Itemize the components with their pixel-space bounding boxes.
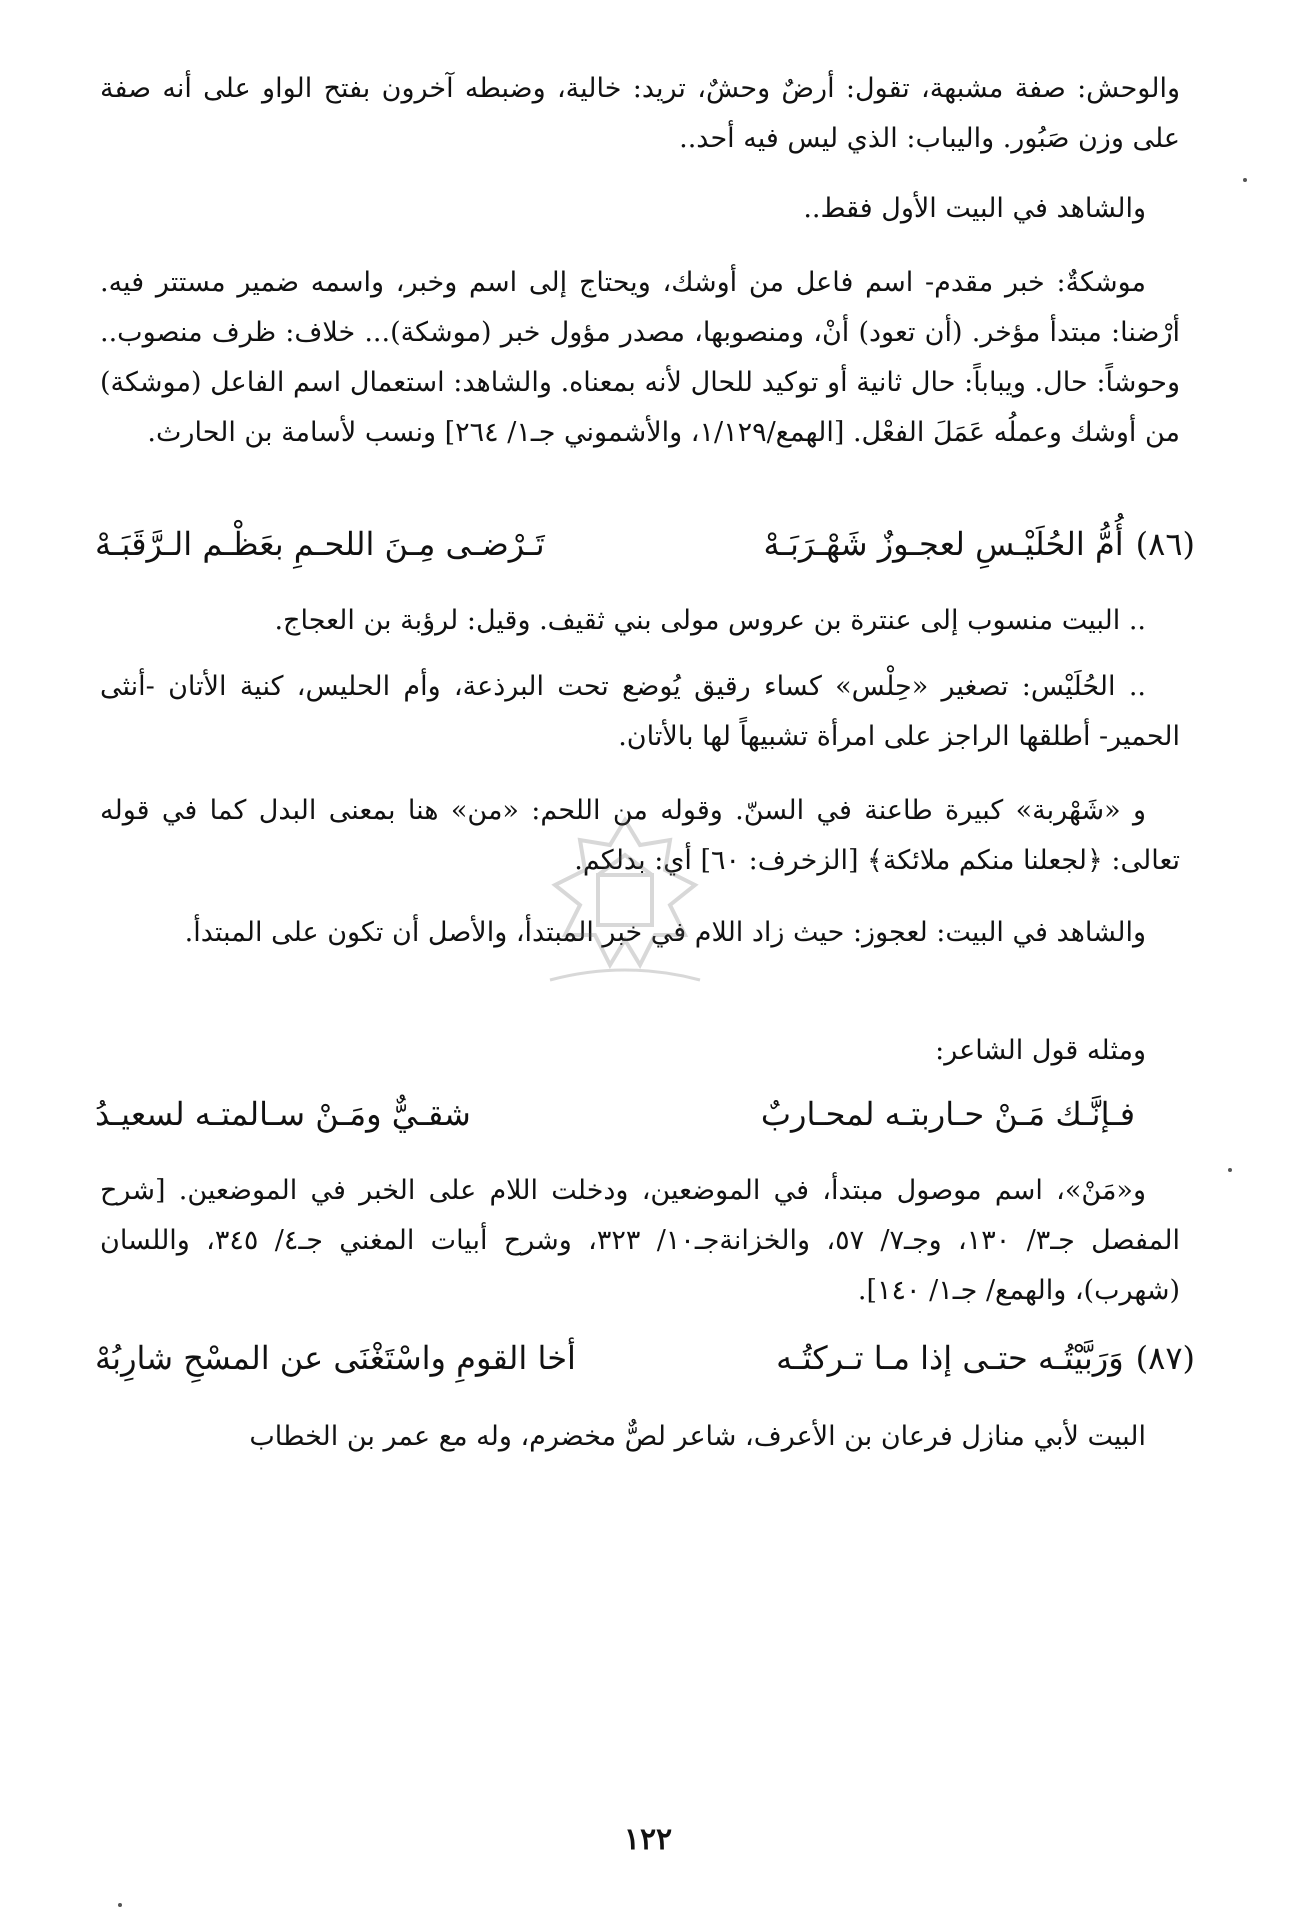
verse-87 bbox=[95, 1334, 1195, 1382]
paragraph-verse-attribution: .. البيت منسوب إلى عنترة بن عروس مولى بني ثقيف. وقيل: لرؤبة بن العجاج. bbox=[274, 605, 1146, 636]
verse-first-hemistich: فـإنَّـك مَـنْ حـاربتـه لمحـاربٌ bbox=[760, 1095, 1135, 1133]
margin-speck bbox=[118, 1903, 122, 1907]
margin-speck bbox=[1243, 178, 1247, 182]
paragraph-poet-example-intro: ومثله قول الشاعر: bbox=[935, 1035, 1146, 1066]
paragraph-verse-87-attribution: البيت لأبي منازل فرعان بن الأعرف، شاعر لصٌّ مخضرم، وله مع عمر بن الخطاب bbox=[249, 1421, 1146, 1452]
verse-first-hemistich: أُمُّ الحُلَيْـسِ لعجـوزٌ شَهْـرَبَـهْ bbox=[763, 525, 1124, 563]
verse-example bbox=[95, 1090, 1195, 1138]
paragraph-wahsh-definition: والوحش: صفة مشبهة، تقول: أرضٌ وحشٌ، تريد: خالية، وضبطه آخرون بفتح الواو على أنه صفة على وزن صَبُور. واليباب: الذي ليس فيه أحد.. bbox=[100, 73, 1180, 154]
paragraph-evidence-first-verse: والشاهد في البيت الأول فقط.. bbox=[803, 193, 1146, 224]
verse-second-hemistich: تَـرْضـى مِـنَ اللحـمِ بعَظْـم الـرَّقَبَـهْ bbox=[95, 525, 545, 563]
paragraph-hulays-definition: .. الحُلَيْس: تصغير «حِلْس» كساء رقيق يُوضع تحت البرذعة، وأم الحليس، كنية الأتان -أنثى الحمير- أطلقها الراجز على امرأة تشبيهاً لها بالأتان. bbox=[100, 671, 1180, 752]
paragraph-man-parsing-references: و«مَنْ»، اسم موصول مبتدأ، في الموضعين، ودخلت اللام على الخبر في الموضعين. [شرح المفصل جـ٣/ ١٣٠، وجـ٧/ ٥٧، والخزانةجـ١٠/ ٣٢٣، وشرح أبيات المغني جـ٤/ ٣٤٥، واللسان (شهرب)، والهمع/ جـ١/ ١٤٠]. bbox=[100, 1175, 1180, 1306]
paragraph-shahraba-definition: و «شَهْربة» كبيرة طاعنة في السنّ. وقوله من اللحم: «من» هنا بمعنى البدل كما في قوله تعالى: ﴿لجعلنا منكم ملائكة﴾ [الزخرف: ٦٠] أي: بدلكم. bbox=[100, 795, 1180, 876]
verse-number: (٨٧) bbox=[1135, 1339, 1195, 1377]
verse-first-hemistich: وَرَبَّيْتُـه حتـى إذا مـا تـركتُـه bbox=[776, 1339, 1124, 1377]
paragraph-mushika-parsing: موشكةٌ: خبر مقدم- اسم فاعل من أوشك، ويحتاج إلى اسم وخبر، واسمه ضمير مستتر فيه. أرْضنا: مبتدأ مؤخر. (أن تعود) أنْ، ومنصوبها، مصدر مؤول خبر (موشكة)... خلاف: ظرف منصوب.. وحوشاً: حال. ويباباً: حال ثانية أو توكيد للحال لأنه بمعناه. والشاهد: استعمال اسم الفاعل (موشكة) من أوشك وعملُه عَمَلَ الفعْل. [الهمع/١/١٢٩، والأشموني جـ١/ ٢٦٤] ونسب لأسامة بن الحارث. bbox=[100, 267, 1180, 448]
library-seal-watermark bbox=[520, 810, 730, 1000]
margin-speck bbox=[1228, 1168, 1232, 1172]
page-number: ١٢٢ bbox=[623, 1822, 673, 1857]
verse-second-hemistich: شقـيٌّ ومَـنْ سـالمتـه لسعيـدُ bbox=[95, 1095, 471, 1133]
verse-second-hemistich: أخا القومِ واسْتَغْنَى عن المسْحِ شارِبُهْ bbox=[95, 1339, 576, 1377]
paragraph-evidence-laam: والشاهد في البيت: لعجوز: حيث زاد اللام في خبر المبتدأ، والأصل أن تكون على المبتدأ. bbox=[184, 917, 1146, 948]
verse-86 bbox=[95, 520, 1195, 568]
verse-number: (٨٦) bbox=[1135, 525, 1195, 563]
